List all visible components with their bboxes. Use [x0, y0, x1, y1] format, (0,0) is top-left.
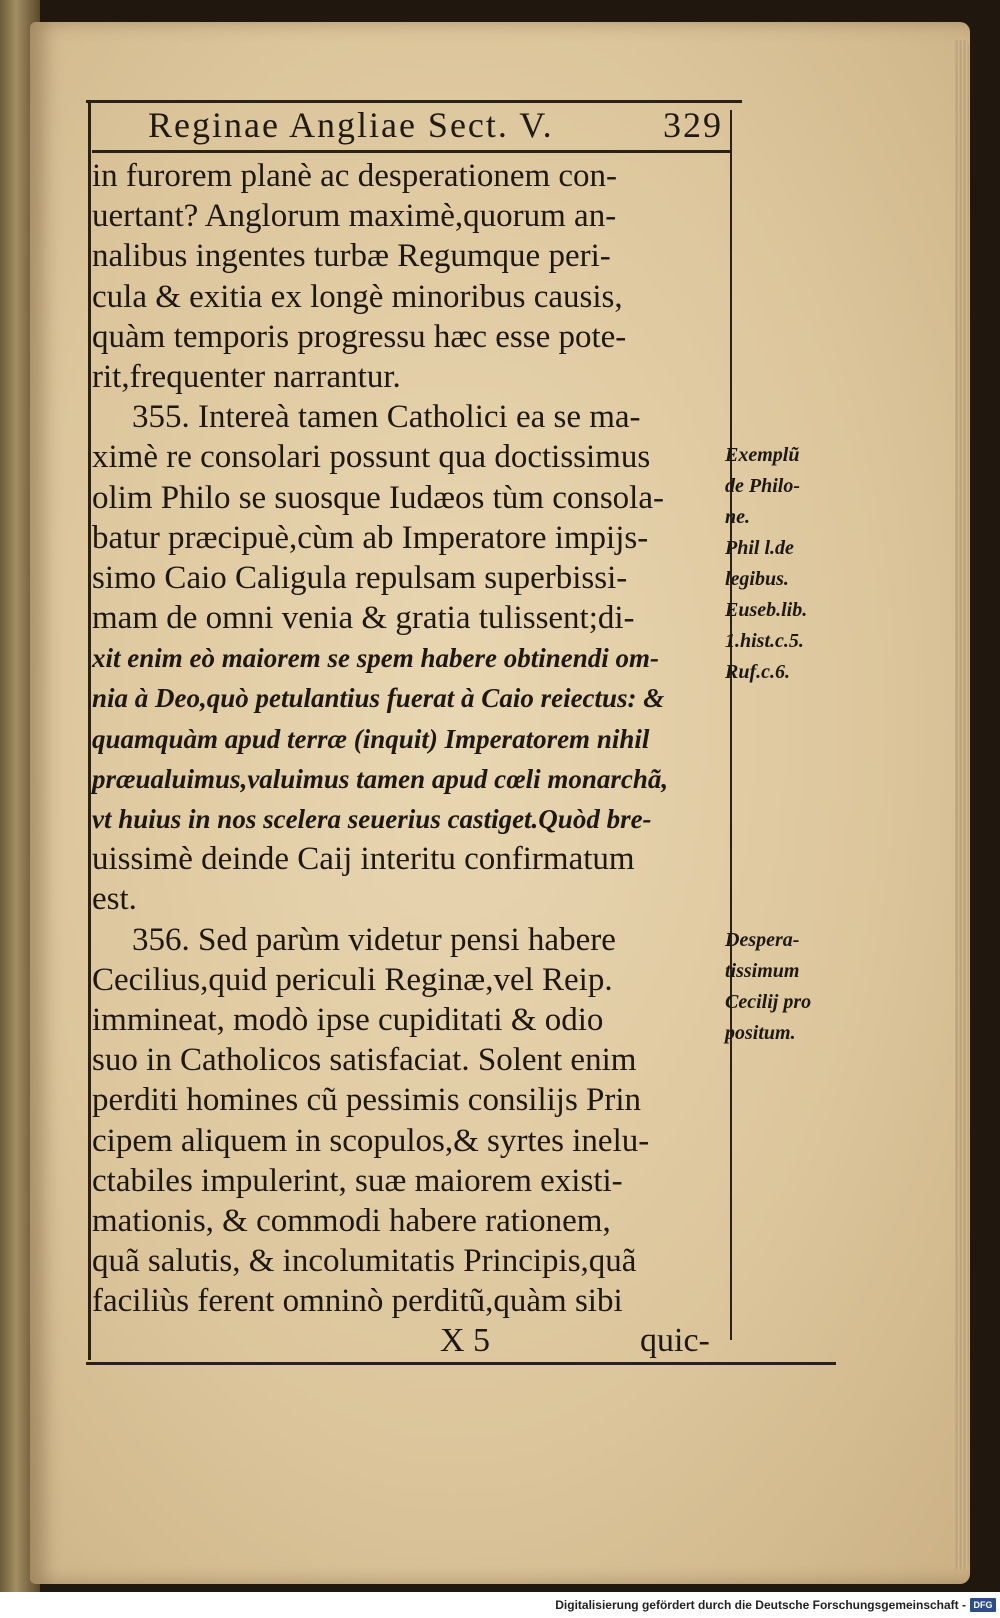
margin-note-line: Ruf.c.6. — [725, 661, 790, 683]
margin-note-line: Cecilij pro — [725, 991, 812, 1013]
margin-note-line: Phil l.de — [725, 537, 794, 559]
text-line: quã salutis, & incolumitatis Principis,quã — [92, 1243, 637, 1280]
text-line: nalibus ingentes turbæ Regumque peri- — [92, 238, 611, 275]
margin-note-line: positum. — [725, 1022, 796, 1044]
bottom-frame-rule — [86, 1362, 836, 1365]
text-line: quàm temporis progressu hæc esse pote- — [92, 318, 627, 355]
text-line: uissimè deinde Caij interitu confirmatum — [92, 841, 635, 878]
text-line: faciliùs ferent omninò perditũ,quàm sibi — [92, 1283, 623, 1320]
top-frame-rule — [86, 100, 742, 103]
text-line: mam de omni venia & gratia tulissent;di- — [92, 600, 635, 637]
margin-note-philo — [725, 440, 807, 688]
text-line-quote: xit enim eò maiorem se spem habere obtinendi om- — [92, 643, 659, 674]
margin-note-line: legibus. — [725, 568, 789, 590]
margin-note-line: Despera- — [725, 929, 800, 951]
margin-note-line: Exemplũ — [725, 444, 800, 466]
text-line: Cecilius,quid periculi Reginæ,vel Reip. — [92, 961, 613, 998]
running-head — [148, 104, 748, 144]
dfg-logo: DFG — [970, 1598, 996, 1612]
left-frame-rule — [88, 100, 91, 1360]
text-line: cipem aliquem in scopulos,& syrtes inelu- — [92, 1122, 650, 1159]
text-line-quote: quamquàm apud terræ (inquit) Imperatorem nihil — [92, 723, 650, 754]
text-line: mationis, & commodi habere rationem, — [92, 1202, 611, 1239]
margin-note-line: Euseb.lib. — [725, 599, 808, 621]
running-head-title: Reginae Angliae Sect. V. — [148, 105, 554, 145]
margin-note-line: de Philo- — [725, 475, 800, 497]
head-underline-rule — [92, 150, 732, 153]
catchword: quic- — [640, 1322, 710, 1359]
right-frame-rule — [730, 110, 732, 1340]
text-line: uertant? Anglorum maximè,quorum an- — [92, 198, 617, 235]
text-line: cula & exitia ex longè minoribus causis, — [92, 278, 623, 315]
margin-note-cecilius — [725, 925, 811, 1049]
dfg-credit: Digitalisierung gefördert durch die Deutsche Forschungsgemeinschaft - — [555, 1598, 966, 1612]
text-line-quote: præualuimus,valuimus tamen apud cœli monarchã, — [92, 763, 669, 794]
text-line: 355. Intereà tamen Catholici ea se ma- — [132, 399, 641, 436]
text-line: olim Philo se suosque Iudæos tùm consola- — [92, 479, 664, 516]
margin-note-line: 1.hist.c.5. — [725, 630, 804, 652]
text-line-quote: nia à Deo,quò petulantius fuerat à Caio reiectus: & — [92, 683, 665, 714]
text-line: immineat, modò ipse cupiditati & odio — [92, 1001, 604, 1038]
text-line: est. — [92, 881, 137, 918]
text-line: ctabiles impulerint, suæ maiorem existi- — [92, 1162, 623, 1199]
page-fore-edge — [955, 40, 969, 1570]
text-line: 356. Sed parùm videtur pensi habere — [132, 921, 616, 958]
text-line: rit,frequenter narrantur. — [92, 358, 401, 395]
text-line: perditi homines cũ pessimis consilijs Prin — [92, 1082, 642, 1119]
main-text-block — [92, 156, 722, 1321]
margin-note-line: ne. — [725, 506, 750, 528]
text-line: simo Caio Caligula repulsam superbissi- — [92, 559, 628, 596]
signature-mark: X 5 — [440, 1322, 491, 1359]
text-line: ximè re consolari possunt qua doctissimus — [92, 439, 651, 476]
text-line: batur præcipuè,cùm ab Imperatore impijs- — [92, 519, 649, 556]
text-line: suo in Catholicos satisfaciat. Solent enim — [92, 1042, 637, 1079]
text-line: in furorem planè ac desperationem con- — [92, 158, 618, 194]
margin-note-line: tissimum — [725, 960, 800, 982]
page-number: 329 — [663, 105, 723, 145]
text-line-quote: vt huius in nos scelera seuerius castiget.Quòd bre- — [92, 804, 652, 834]
